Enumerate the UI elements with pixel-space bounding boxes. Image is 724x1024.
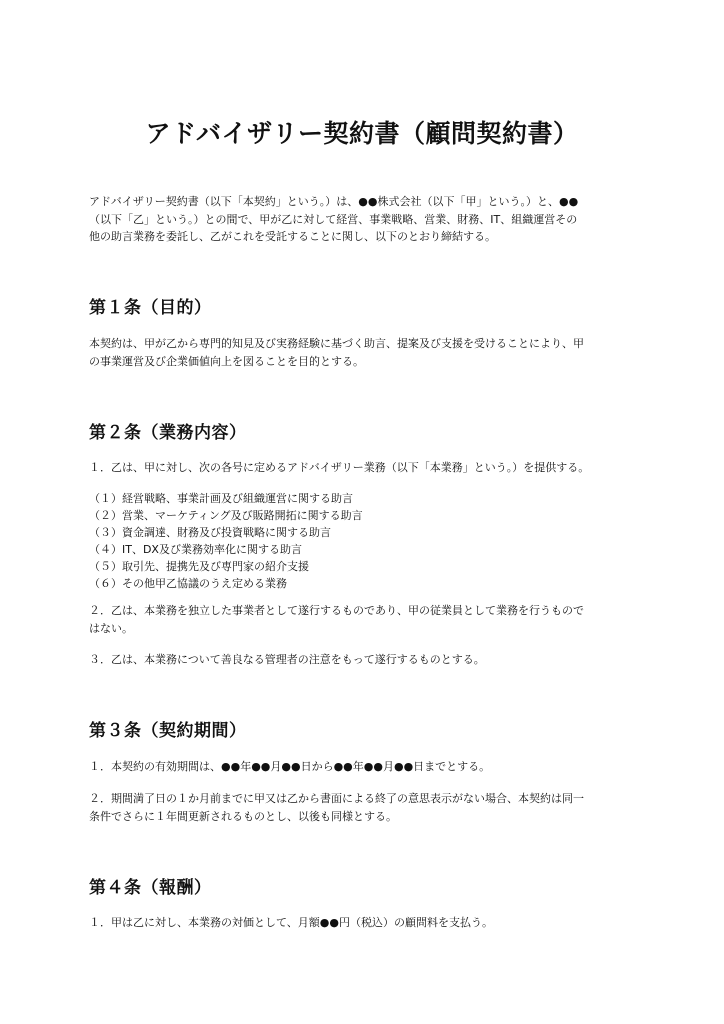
article2-clause1: １．乙は、甲に対し、次の各号に定めるアドバイザリー業務（以下「本業務」という。）を提供する。 <box>89 461 590 474</box>
article2-clause2: ２．乙は、本業務を独立した事業者として遂行するものであり、甲の従業員として業務を行うもので はない。 <box>89 604 584 635</box>
article1-text: 本契約は、甲が乙から専門的知見及び実務経験に基づく助言、提案及び支援を受けることにより、甲 の事業運営及び企業価値向上を図ることを目的とする。 <box>89 337 584 368</box>
article3-heading: 第３条（契約期間） <box>89 721 247 741</box>
article1-heading: 第１条（目的） <box>89 298 212 318</box>
article2-heading: 第２条（業務内容） <box>89 423 247 443</box>
article2-item-list <box>89 490 649 592</box>
list-item: （１）経営戦略、事業計画及び組織運営に関する助言 <box>89 492 353 505</box>
preamble-paragraph: アドバイザリー契約書（以下「本契約」という。）は、●●株式会社（以下「甲」という。）と、●● （以下「乙」という。）との間で、甲が乙に対して経営、事業戦略、営業、財務、IT、組織運営その 他の助言業務を委託し、乙がこれを受託することに関し、以下のとおり締結する。 <box>89 195 579 243</box>
article2-clause3: ３．乙は、本業務について善良なる管理者の注意をもって遂行するものとする。 <box>89 653 485 666</box>
list-item: （３）資金調達、財務及び投資戦略に関する助言 <box>89 526 331 539</box>
list-item: （２）営業、マーケティング及び販路開拓に関する助言 <box>89 509 363 522</box>
list-item: （６）その他甲乙協議のうえ定める業務 <box>89 577 287 590</box>
document-title: アドバイザリー契約書（顧問契約書） <box>145 119 579 148</box>
article4-heading: 第４条（報酬） <box>89 878 212 898</box>
article3-clause1: １．本契約の有効期間は、●●年●●月●●日から●●年●●月●●日までとする。 <box>89 760 491 773</box>
article3-clause2: ２．期間満了日の１か月前までに甲又は乙から書面による終了の意思表示がない場合、本契約は同一 条件でさらに１年間更新されるものとし、以後も同様とする。 <box>89 792 584 823</box>
list-item: （４）IT、DX及び業務効率化に関する助言 <box>89 543 302 556</box>
list-item: （５）取引先、提携先及び専門家の紹介支援 <box>89 560 309 573</box>
article4-clause1: １．甲は乙に対し、本業務の対価として、月額●●円（税込）の顧問料を支払う。 <box>89 916 493 929</box>
